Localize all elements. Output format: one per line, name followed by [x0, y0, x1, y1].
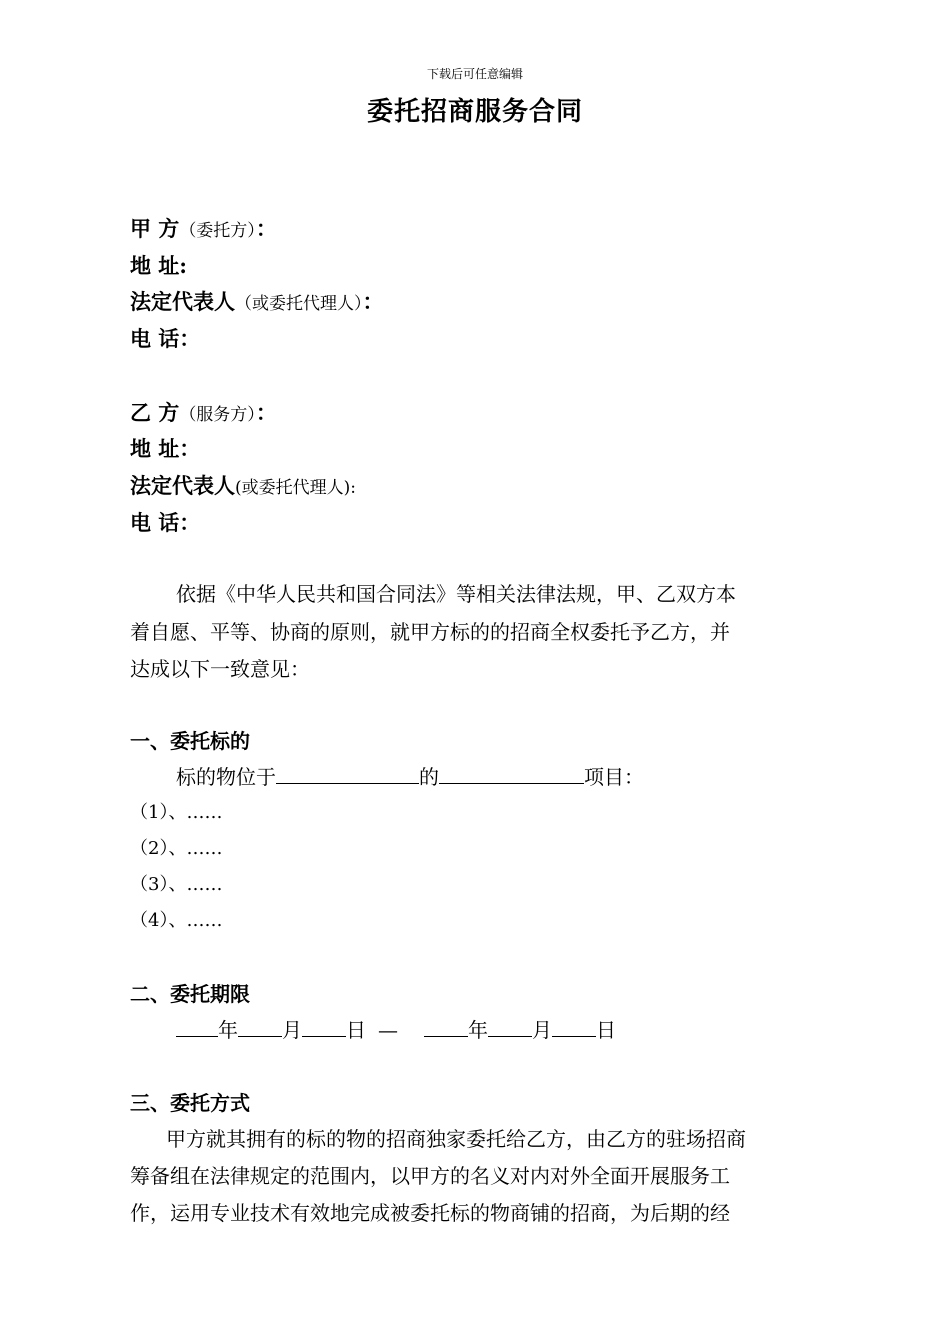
party-b-rep-sub: (或委托代理人):: [235, 478, 356, 498]
start-month-blank: [238, 1018, 282, 1037]
method-line-2: 筹备组在法律规定的范围内，以甲方的名义对内对外全面开展服务工: [130, 1164, 730, 1188]
location-blank: [276, 765, 419, 784]
intro-line-2: 着自愿、平等、协商的原则，就甲方标的的招商全权委托予乙方，并: [130, 620, 730, 644]
party-a-address-label: 地 址:: [130, 253, 188, 278]
party-b-role: （服务方）: [179, 405, 256, 425]
party-a-rep-colon: ：: [362, 289, 384, 314]
section-1-heading: 一、委托标的: [130, 729, 250, 753]
party-a-rep-sub: （或委托代理人）: [235, 294, 363, 314]
section-2-heading: 二、委托期限: [130, 982, 250, 1006]
subject-item-1: （1）、……: [130, 802, 223, 823]
end-month-blank: [488, 1018, 532, 1037]
end-day-label: 日: [596, 1018, 616, 1042]
party-a-rep-row: [130, 287, 384, 319]
date-range-dash: —: [378, 1018, 398, 1042]
party-b-label: 乙 方: [130, 400, 180, 425]
start-month-label: 月: [282, 1018, 302, 1042]
party-a-label: 甲 方: [130, 216, 180, 241]
party-a-phone-label: 电 话：: [130, 326, 201, 351]
party-a-role: （委托方）: [179, 221, 256, 241]
start-day-blank: [302, 1018, 346, 1037]
end-day-blank: [552, 1018, 596, 1037]
subject-prefix: 标的物位于: [176, 765, 276, 789]
start-year-label: 年: [218, 1018, 238, 1042]
party-a-name-row: [130, 214, 277, 246]
end-month-label: 月: [532, 1018, 552, 1042]
subject-middle: 的: [419, 765, 439, 789]
subject-item-2: （2）、……: [130, 838, 223, 859]
subject-item-4: （4）、……: [130, 910, 223, 931]
party-b-rep-label: 法定代表人: [130, 473, 235, 498]
project-blank: [439, 765, 584, 784]
start-day-label: 日: [346, 1018, 366, 1042]
intro-line-3: 达成以下一致意见：: [130, 657, 310, 681]
end-year-blank: [424, 1018, 468, 1037]
party-b-phone-label: 电 话：: [130, 510, 201, 535]
intro-line-1: 依据《中华人民共和国合同法》等相关法律法规，甲、乙双方本: [176, 582, 736, 606]
party-b-colon: ：: [255, 400, 277, 425]
method-line-3: 作，运用专业技术有效地完成被委托标的物商铺的招商，为后期的经: [130, 1201, 730, 1225]
subject-location-line: [176, 762, 644, 792]
party-a-rep-label: 法定代表人: [130, 289, 235, 314]
end-year-label: 年: [468, 1018, 488, 1042]
party-b-rep-row: [130, 471, 356, 503]
subject-item-3: （3）、……: [130, 874, 223, 895]
term-date-range: [176, 1015, 616, 1045]
header-note: 下载后可任意编辑: [426, 67, 523, 81]
party-b-name-row: [130, 398, 277, 430]
document-title: 委托招商服务合同: [366, 97, 583, 127]
subject-suffix: 项目：: [584, 765, 644, 789]
start-year-blank: [176, 1018, 218, 1037]
method-line-1: 甲方就其拥有的标的物的招商独家委托给乙方，由乙方的驻场招商: [166, 1127, 746, 1151]
party-b-address-label: 地 址：: [130, 436, 201, 461]
section-3-heading: 三、委托方式: [130, 1091, 250, 1115]
party-a-colon: ：: [255, 216, 277, 241]
